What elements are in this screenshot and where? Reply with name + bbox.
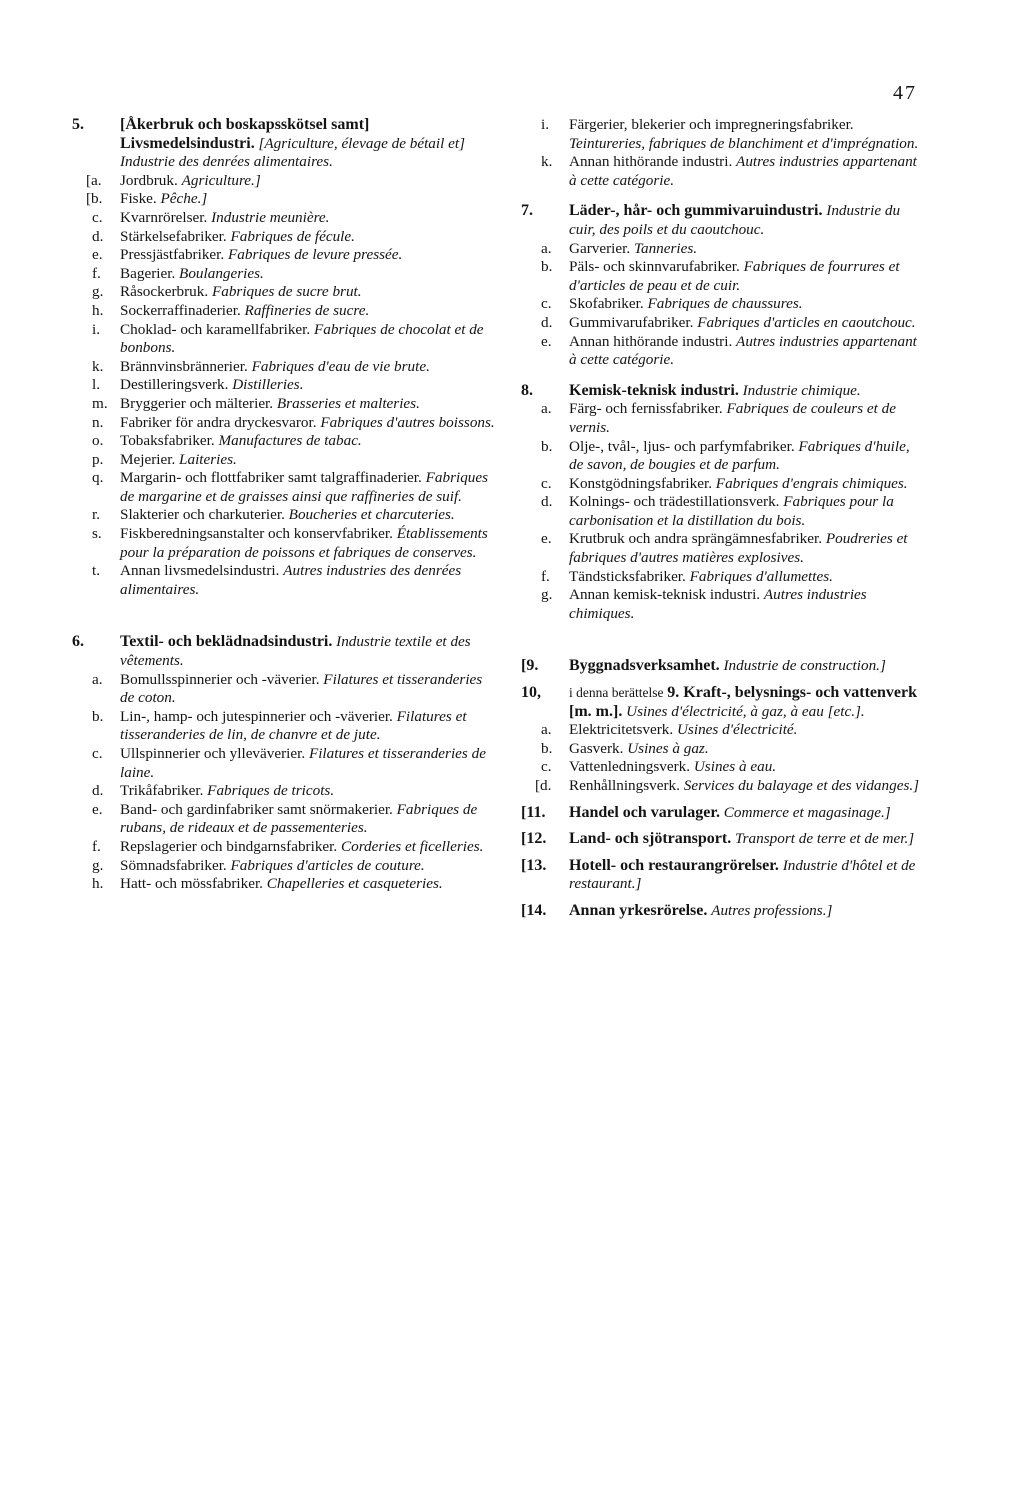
item-marker: k. bbox=[541, 153, 553, 171]
list-item bbox=[72, 506, 497, 525]
item-swedish: Jordbruk. bbox=[120, 171, 178, 189]
item-french: Fabriques d'articles de couture. bbox=[230, 856, 425, 874]
item-marker: f. bbox=[541, 567, 550, 585]
item-marker: c. bbox=[92, 745, 103, 762]
item-swedish: Gasverk. bbox=[569, 739, 624, 757]
section-14-heading bbox=[521, 902, 923, 921]
item-swedish: Gummivarufabriker. bbox=[569, 313, 694, 331]
item-swedish: Råsockerbruk. bbox=[120, 283, 209, 301]
item-marker: p. bbox=[92, 450, 104, 468]
list-item bbox=[72, 265, 497, 284]
item-french: Établissements pour la préparation de poissons et fabriques de conserves. bbox=[120, 525, 488, 561]
item-french: Filatures et tisseranderies de coton. bbox=[120, 670, 483, 707]
section-title: Läder-, hår- och gummivaruindustri. bbox=[569, 202, 823, 220]
list-item bbox=[72, 172, 497, 191]
item-swedish: Päls- och skinnvarufabriker. bbox=[569, 258, 740, 276]
item-swedish: Annan kemisk-teknisk industri. bbox=[569, 586, 761, 604]
item-french: Autres industries appartenant à cette catégorie. bbox=[569, 153, 917, 189]
item-swedish: Destilleringsverk. bbox=[120, 376, 229, 394]
section-6-items bbox=[72, 671, 497, 894]
item-french: Chapelleries et casqueteries. bbox=[266, 875, 443, 893]
page-number: 47 bbox=[893, 82, 917, 104]
section-title: 9. Kraft-, belysnings- och vattenverk [m. m.]. bbox=[569, 684, 918, 720]
item-french: Services du balayage et des vidanges.] bbox=[683, 777, 920, 794]
item-swedish: Kolnings- och trädestillationsverk. bbox=[569, 493, 780, 511]
item-french: Laiteries. bbox=[179, 450, 237, 468]
section-5-continued-items bbox=[521, 116, 923, 190]
item-french: Boucheries et charcuteries. bbox=[288, 506, 455, 524]
item-swedish: Bryggerier och mälterier. bbox=[120, 394, 274, 412]
item-swedish: Repslagerier och bindgarnsfabriker. bbox=[120, 837, 338, 855]
section-title: Hotell- och restaurangrörelser. bbox=[569, 856, 779, 874]
item-swedish: Annan livsmedelsindustri. bbox=[120, 562, 280, 580]
list-item bbox=[72, 376, 497, 395]
list-item bbox=[521, 400, 923, 437]
section-translation: Transport de terre et de mer.] bbox=[735, 830, 915, 848]
item-french: Fabriques de levure pressée. bbox=[227, 246, 403, 264]
list-item bbox=[521, 721, 923, 740]
list-item bbox=[72, 875, 497, 894]
item-marker: i. bbox=[541, 116, 550, 133]
item-french: Agriculture.] bbox=[181, 171, 261, 189]
item-marker: c. bbox=[92, 208, 103, 226]
item-swedish: Bagerier. bbox=[120, 264, 176, 282]
list-item bbox=[72, 283, 497, 302]
item-marker: d. bbox=[92, 782, 104, 800]
item-french: Industrie meunière. bbox=[211, 208, 330, 226]
list-item bbox=[72, 801, 497, 838]
list-item bbox=[72, 708, 497, 745]
list-item bbox=[521, 758, 923, 777]
item-swedish: Brännvinsbrännerier. bbox=[120, 357, 248, 375]
list-item bbox=[521, 777, 923, 796]
item-marker: c. bbox=[541, 758, 552, 776]
item-french: Fabriques de chaussures. bbox=[647, 295, 803, 313]
section-10-items bbox=[521, 721, 923, 795]
item-swedish: Tobaksfabriker. bbox=[120, 432, 215, 450]
item-swedish: Kvarnrörelser. bbox=[120, 208, 208, 226]
list-item bbox=[521, 295, 923, 314]
list-item bbox=[521, 475, 923, 494]
item-french: Corderies et ficelleries. bbox=[340, 837, 484, 855]
section-title: Byggnadsverksamhet. bbox=[569, 657, 720, 675]
item-marker: g. bbox=[541, 586, 553, 604]
item-marker: f. bbox=[92, 837, 101, 855]
item-swedish: Slakterier och charkuterier. bbox=[120, 506, 285, 524]
item-marker: a. bbox=[541, 400, 552, 418]
item-french: Fabriques de rubans, de rideaux et de passementeries. bbox=[120, 800, 478, 837]
section-translation: Industrie du cuir, des poils et du caoutchouc. bbox=[569, 202, 901, 238]
list-item bbox=[72, 321, 497, 358]
list-item bbox=[521, 438, 923, 475]
section-5-items bbox=[72, 172, 497, 600]
item-marker: t. bbox=[92, 562, 101, 580]
item-swedish: Stärkelsefabriker. bbox=[120, 227, 227, 245]
item-french: Fabriques d'allumettes. bbox=[689, 567, 833, 585]
list-item bbox=[521, 240, 923, 259]
item-french: Fabriques de chocolat et de bonbons. bbox=[120, 320, 484, 357]
item-marker: f. bbox=[92, 264, 101, 282]
list-item bbox=[521, 258, 923, 295]
list-item bbox=[72, 190, 497, 209]
item-marker: m. bbox=[92, 394, 108, 412]
list-item bbox=[521, 116, 923, 153]
list-item bbox=[72, 469, 497, 506]
item-french: Poudreries et fabriques d'autres matières explosives. bbox=[569, 530, 908, 567]
item-swedish: Annan hithörande industri. bbox=[569, 332, 733, 350]
section-number: [14. bbox=[521, 901, 547, 919]
item-marker: i. bbox=[92, 320, 101, 338]
item-marker: h. bbox=[92, 301, 104, 319]
list-item bbox=[72, 745, 497, 782]
item-marker: e. bbox=[541, 332, 552, 350]
section-number: [9. bbox=[521, 657, 539, 675]
item-french: Teintureries, fabriques de blanchiment et d'imprégnation. bbox=[569, 134, 919, 152]
list-item bbox=[72, 302, 497, 321]
item-marker: a. bbox=[541, 239, 552, 257]
item-swedish: Färgerier, blekerier och impregneringsfabriker. bbox=[569, 116, 854, 133]
item-marker: r. bbox=[92, 506, 101, 524]
list-item bbox=[521, 314, 923, 333]
list-item bbox=[72, 782, 497, 801]
item-marker: b. bbox=[92, 707, 104, 725]
item-swedish: Konstgödningsfabriker. bbox=[569, 474, 712, 492]
item-marker: a. bbox=[92, 670, 103, 688]
item-french: Tanneries. bbox=[633, 239, 698, 257]
item-french: Fabriques d'eau de vie brute. bbox=[251, 357, 430, 375]
section-title: [Åkerbruk och boskapsskötsel samt] Livsmedelsindustri. bbox=[120, 116, 370, 152]
list-item bbox=[72, 562, 497, 599]
section-10-heading bbox=[521, 684, 923, 721]
item-marker: e. bbox=[541, 530, 552, 548]
item-swedish: Tändsticksfabriker. bbox=[569, 567, 686, 585]
item-marker: g. bbox=[92, 283, 104, 301]
section-number: 6. bbox=[72, 633, 84, 651]
section-prefix: i denna berättelse bbox=[569, 685, 664, 701]
section-number: [12. bbox=[521, 830, 547, 848]
section-5-heading bbox=[72, 116, 497, 172]
section-translation: Autres professions.] bbox=[711, 901, 833, 919]
list-item bbox=[72, 525, 497, 562]
section-translation: Industrie de construction.] bbox=[723, 657, 886, 675]
item-swedish: Sömnadsfabriker. bbox=[120, 856, 227, 874]
list-item bbox=[72, 395, 497, 414]
item-marker: d. bbox=[92, 227, 104, 245]
item-french: Autres industries appartenant à cette catégorie. bbox=[569, 332, 917, 369]
item-swedish: Bomullsspinnerier och -väverier. bbox=[120, 670, 320, 688]
item-swedish: Margarin- och flottfabriker samt talgraffinaderier. bbox=[120, 469, 422, 487]
item-french: Filatures et tisseranderies de laine. bbox=[120, 745, 486, 781]
item-french: Boulangeries. bbox=[179, 264, 264, 282]
section-6-heading bbox=[72, 633, 497, 670]
item-french: Autres industries chimiques. bbox=[569, 586, 867, 622]
section-number: 10, bbox=[521, 684, 541, 702]
item-french: Distilleries. bbox=[232, 376, 304, 394]
section-translation: Industrie chimique. bbox=[742, 381, 861, 399]
item-french: Manufactures de tabac. bbox=[218, 432, 362, 450]
item-swedish: Fiske. bbox=[120, 190, 157, 208]
item-marker: e. bbox=[92, 246, 103, 264]
item-french: Filatures et tisseranderies de lin, de chanvre et de jute. bbox=[120, 707, 467, 744]
item-french: Fabriques d'articles en caoutchouc. bbox=[697, 313, 916, 331]
section-translation: Commerce et magasinage.] bbox=[723, 803, 891, 821]
item-marker: b. bbox=[541, 437, 553, 455]
list-item bbox=[72, 246, 497, 265]
item-swedish: Fiskberedningsanstalter och konservfabriker. bbox=[120, 525, 393, 543]
item-marker: s. bbox=[92, 525, 102, 543]
item-swedish: Färg- och fernissfabriker. bbox=[569, 400, 723, 418]
section-11-heading bbox=[521, 804, 923, 823]
item-french: Fabriques de fourrures et d'articles de peau et de cuir. bbox=[569, 258, 900, 294]
item-french: Fabriques de sucre brut. bbox=[211, 283, 362, 301]
list-item bbox=[72, 671, 497, 708]
section-title: Handel och varulager. bbox=[569, 803, 720, 821]
item-french: Usines à gaz. bbox=[627, 739, 709, 757]
item-swedish: Sockerraffinaderier. bbox=[120, 301, 241, 319]
list-item bbox=[72, 432, 497, 451]
section-8-heading bbox=[521, 382, 923, 401]
item-swedish: Skofabriker. bbox=[569, 295, 644, 313]
item-marker: k. bbox=[92, 357, 104, 375]
item-marker: b. bbox=[541, 739, 553, 757]
item-swedish: Hatt- och mössfabriker. bbox=[120, 875, 263, 893]
section-title: Textil- och beklädnadsindustri. bbox=[120, 633, 333, 651]
section-title: Kemisk-teknisk industri. bbox=[569, 381, 739, 399]
item-swedish: Pressjästfabriker. bbox=[120, 246, 225, 264]
item-french: Pêche.] bbox=[160, 190, 208, 208]
section-8-items bbox=[521, 400, 923, 623]
item-marker: c. bbox=[541, 474, 552, 492]
section-number: 7. bbox=[521, 202, 533, 220]
item-swedish: Lin-, hamp- och jutespinnerier och -väverier. bbox=[120, 707, 393, 725]
item-french: Fabriques d'engrais chimiques. bbox=[715, 474, 908, 492]
item-french: Fabriques de tricots. bbox=[207, 782, 335, 800]
list-item bbox=[72, 414, 497, 433]
item-swedish: Ullspinnerier och ylleväverier. bbox=[120, 745, 306, 762]
item-french: Fabriques de margarine et de graisses ainsi que raffineries de suif. bbox=[120, 469, 489, 505]
item-swedish: Band- och gardinfabriker samt snörmakerier. bbox=[120, 800, 393, 818]
item-marker: l. bbox=[92, 376, 101, 394]
list-item bbox=[72, 451, 497, 470]
section-12-heading bbox=[521, 830, 923, 849]
item-swedish: Garverier. bbox=[569, 239, 631, 257]
section-13-heading bbox=[521, 857, 923, 894]
item-swedish: Renhållningsverk. bbox=[569, 777, 680, 794]
item-marker: d. bbox=[541, 493, 553, 511]
section-translation: [Agriculture, élevage de bétail et] Industrie des denrées alimentaires. bbox=[120, 134, 465, 171]
item-swedish: Olje-, tvål-, ljus- och parfymfabriker. bbox=[569, 437, 795, 455]
item-french: Fabriques pour la carbonisation et la distillation du bois. bbox=[569, 493, 894, 529]
item-french: Autres industries des denrées alimentaires. bbox=[120, 562, 462, 598]
list-item bbox=[72, 209, 497, 228]
item-marker: [d. bbox=[535, 777, 552, 794]
list-item bbox=[521, 568, 923, 587]
item-marker: o. bbox=[92, 432, 104, 450]
item-swedish: Fabriker för andra dryckesvaror. bbox=[120, 413, 317, 431]
item-swedish: Trikåfabriker. bbox=[120, 782, 204, 800]
list-item bbox=[521, 530, 923, 567]
list-item bbox=[521, 333, 923, 370]
section-number: 5. bbox=[72, 116, 84, 133]
right-column bbox=[521, 116, 923, 921]
item-french: Usines d'électricité. bbox=[676, 721, 798, 739]
item-french: Raffineries de sucre. bbox=[244, 301, 370, 319]
list-item bbox=[72, 358, 497, 377]
section-title: Land- och sjötransport. bbox=[569, 830, 732, 848]
section-translation: Industrie textile et des vêtements. bbox=[120, 633, 471, 670]
list-item bbox=[521, 740, 923, 759]
item-french: Fabriques d'huile, de savon, de bougies et de parfum. bbox=[569, 437, 910, 474]
list-item bbox=[521, 153, 923, 190]
section-7-heading bbox=[521, 202, 923, 239]
left-column bbox=[72, 116, 497, 894]
item-marker: d. bbox=[541, 313, 553, 331]
item-marker: a. bbox=[541, 721, 552, 739]
item-swedish: Vattenledningsverk. bbox=[569, 758, 691, 776]
item-french: Fabriques de couleurs et de vernis. bbox=[569, 400, 897, 436]
list-item bbox=[521, 586, 923, 623]
item-french: Fabriques de fécule. bbox=[230, 227, 355, 245]
item-marker: g. bbox=[92, 856, 104, 874]
section-translation: Industrie d'hôtel et de restaurant.] bbox=[569, 856, 916, 893]
item-marker: [b. bbox=[86, 190, 103, 208]
item-marker: e. bbox=[92, 800, 103, 818]
item-french: Usines à eau. bbox=[693, 758, 777, 776]
section-7-items bbox=[521, 240, 923, 370]
item-marker: n. bbox=[92, 413, 104, 431]
item-marker: [a. bbox=[86, 171, 102, 189]
section-number: [13. bbox=[521, 856, 547, 874]
list-item bbox=[521, 493, 923, 530]
item-marker: q. bbox=[92, 469, 104, 487]
list-item bbox=[72, 857, 497, 876]
item-swedish: Krutbruk och andra sprängämnesfabriker. bbox=[569, 530, 823, 548]
section-title: Annan yrkesrörelse. bbox=[569, 901, 708, 919]
section-9-heading bbox=[521, 657, 923, 676]
item-marker: h. bbox=[92, 875, 104, 893]
section-number: 8. bbox=[521, 381, 533, 399]
section-translation: Usines d'électricité, à gaz, à eau [etc.]. bbox=[626, 702, 865, 720]
item-marker: b. bbox=[541, 258, 553, 276]
item-french: Fabriques d'autres boissons. bbox=[320, 413, 495, 431]
item-french: Brasseries et malteries. bbox=[276, 394, 420, 412]
item-swedish: Choklad- och karamellfabriker. bbox=[120, 320, 311, 338]
list-item bbox=[72, 228, 497, 247]
item-swedish: Elektricitetsverk. bbox=[569, 721, 674, 739]
item-swedish: Annan hithörande industri. bbox=[569, 153, 733, 171]
item-swedish: Mejerier. bbox=[120, 450, 176, 468]
section-number: [11. bbox=[521, 803, 546, 821]
list-item bbox=[72, 838, 497, 857]
item-marker: c. bbox=[541, 295, 552, 313]
